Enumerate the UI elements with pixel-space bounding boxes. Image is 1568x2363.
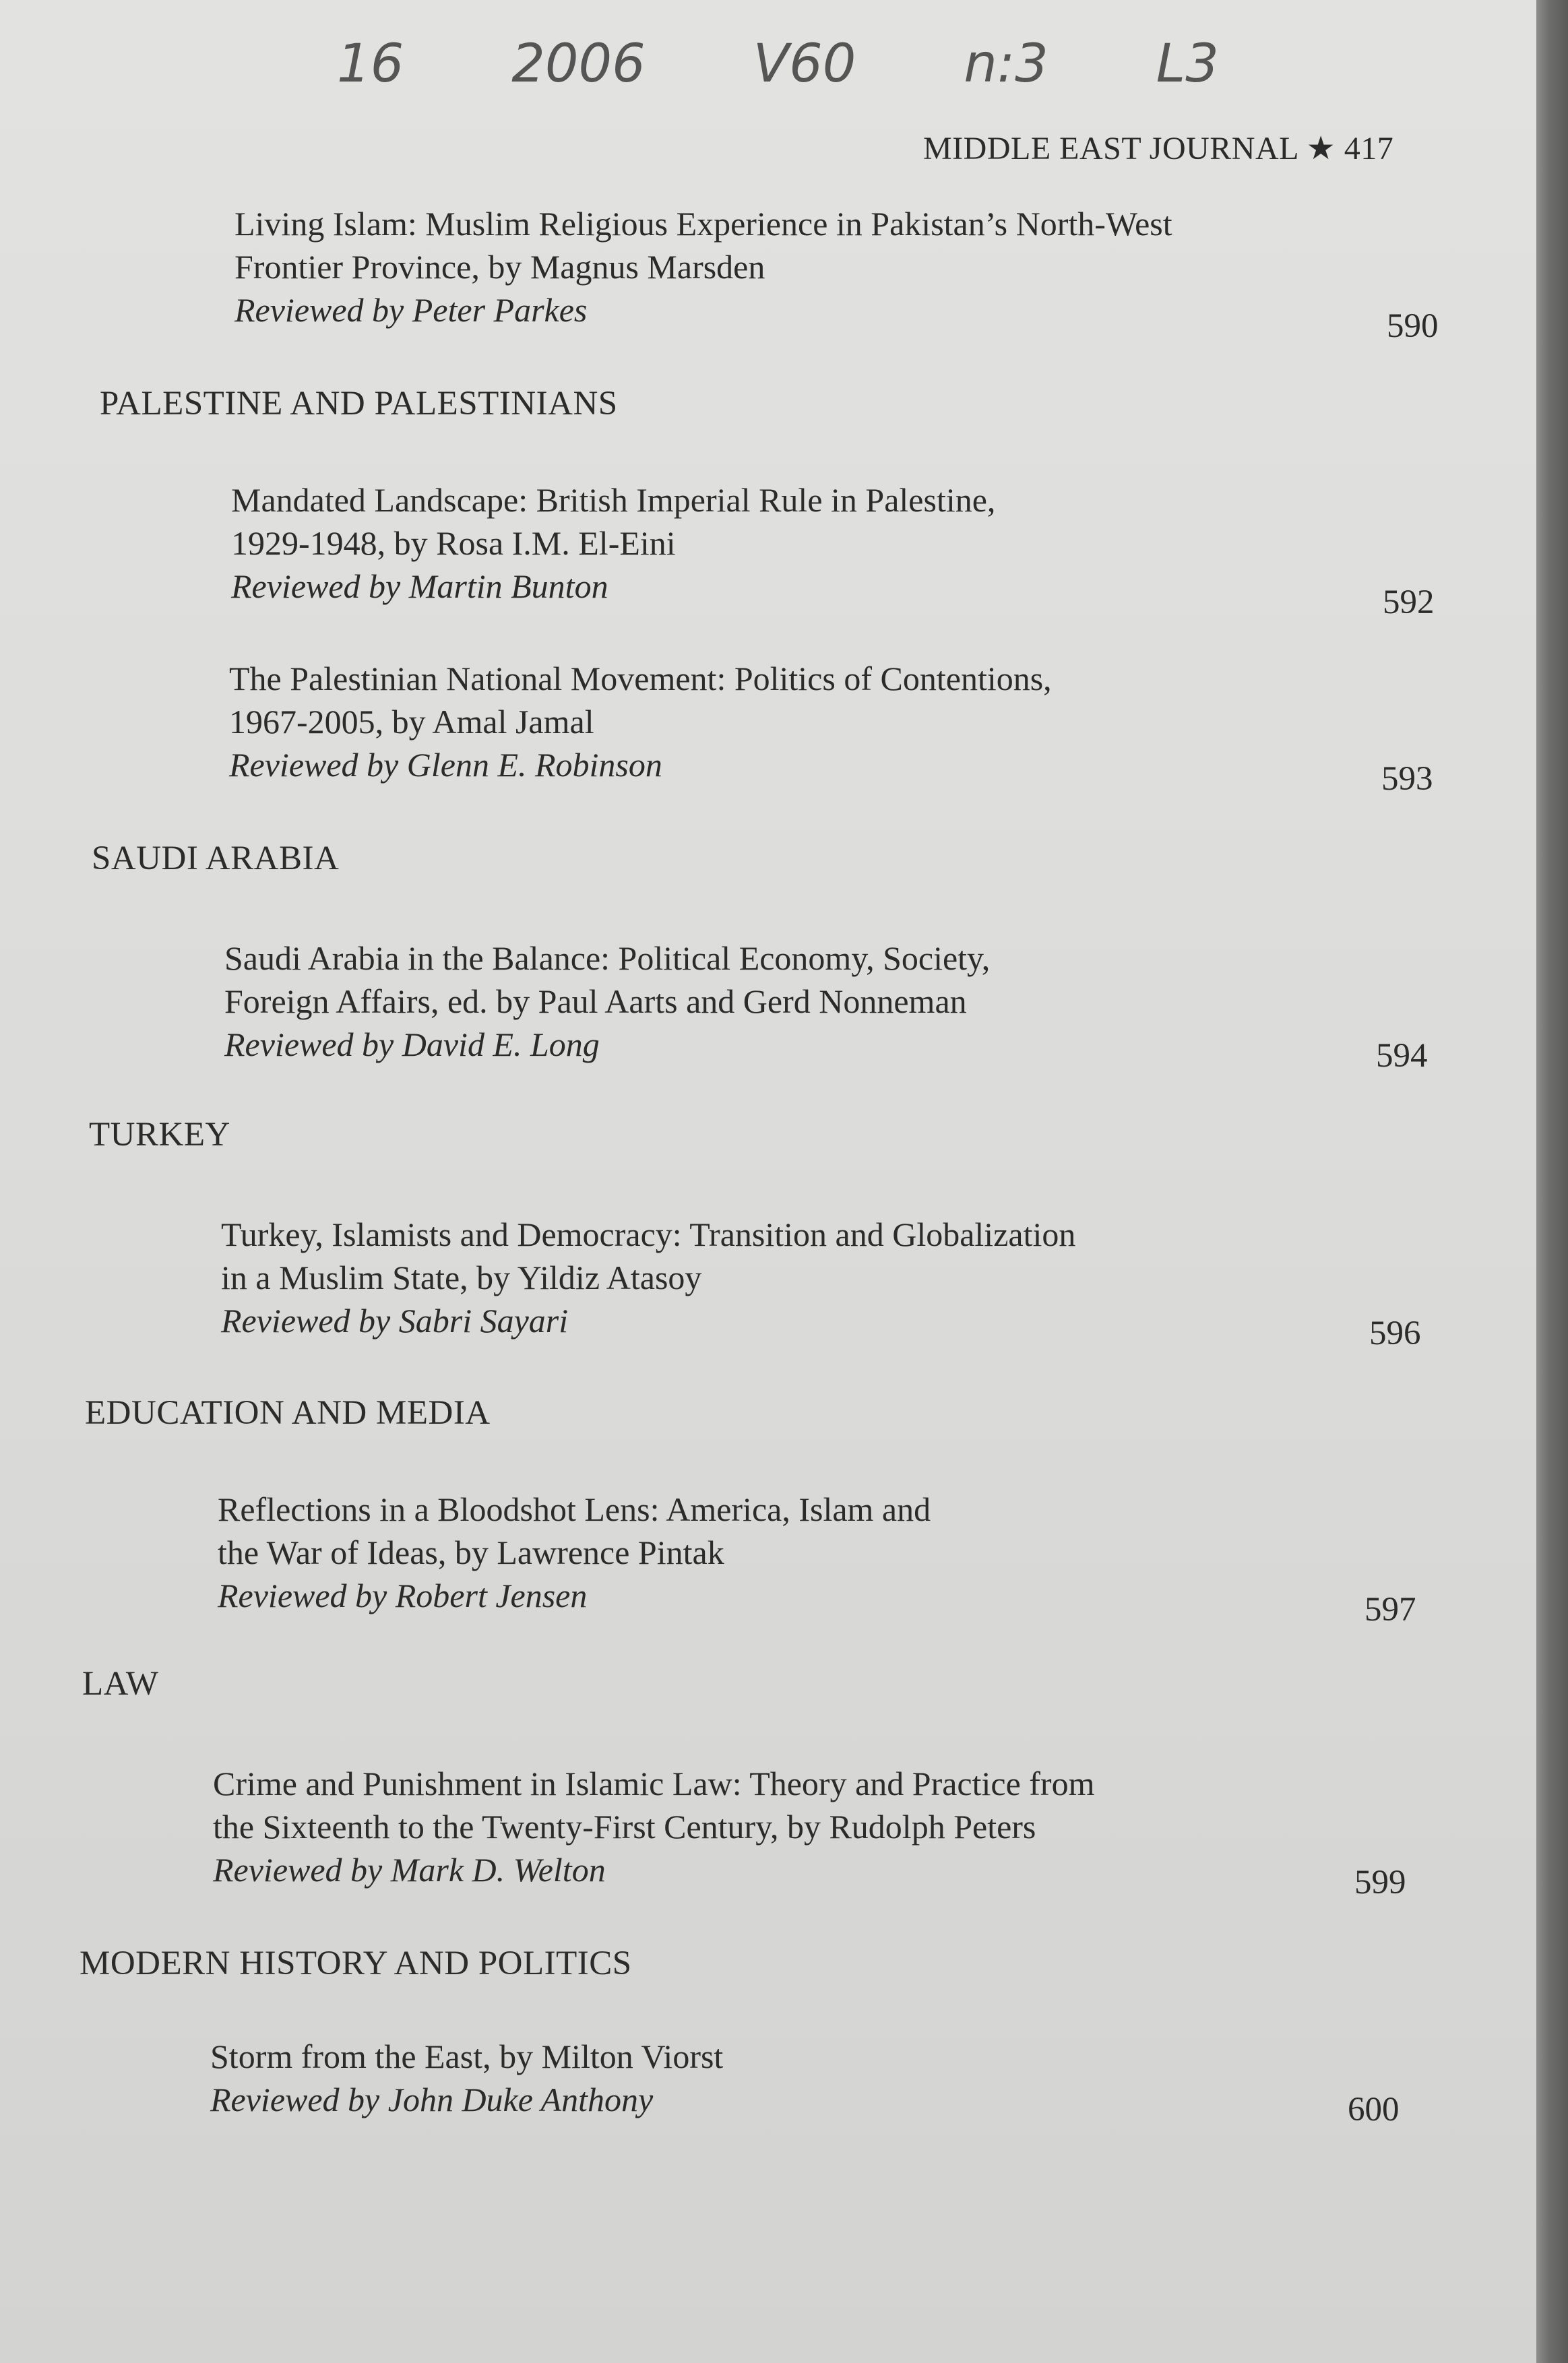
page-edge-shadow xyxy=(1536,0,1568,2363)
review-entry xyxy=(234,202,1172,332)
handwritten-mark: 2006 xyxy=(511,34,646,94)
header-page-number: 417 xyxy=(1344,131,1394,166)
book-title-line: Crime and Punishment in Islamic Law: Theory and Practice from xyxy=(213,1765,1095,1802)
review-entry xyxy=(224,937,990,1066)
book-title-line: Reflections in a Bloodshot Lens: America, Islam and xyxy=(218,1490,931,1528)
entry-page-number: 592 xyxy=(1383,584,1435,621)
entry-page-number: 594 xyxy=(1376,1037,1428,1075)
book-title-line: the War of Ideas, by Lawrence Pintak xyxy=(218,1534,724,1571)
section-heading: PALESTINE AND PALESTINIANS xyxy=(100,385,618,422)
section-heading: MODERN HISTORY AND POLITICS xyxy=(80,1945,632,1982)
book-title-line: in a Muslim State, by Yildiz Atasoy xyxy=(221,1259,702,1296)
book-title-line: Saudi Arabia in the Balance: Political Economy, Society, xyxy=(224,939,991,977)
review-entry xyxy=(229,657,1052,786)
review-entry xyxy=(210,2035,723,2121)
entry-page-number: 597 xyxy=(1365,1591,1416,1629)
running-header xyxy=(923,129,1393,167)
review-entry xyxy=(213,1762,1094,1891)
reviewer-line: Reviewed by Peter Parkes xyxy=(234,291,588,329)
entry-page-number: 599 xyxy=(1354,1864,1406,1901)
book-title-line: Turkey, Islamists and Democracy: Transition and Globalization xyxy=(221,1216,1076,1253)
book-title-line: Storm from the East, by Milton Viorst xyxy=(210,2038,724,2075)
section-heading: TURKEY xyxy=(89,1116,230,1154)
reviewer-line: Reviewed by Martin Bunton xyxy=(231,567,608,605)
entry-page-number: 590 xyxy=(1387,307,1439,345)
review-entry xyxy=(231,478,995,608)
handwritten-mark: n:3 xyxy=(964,34,1048,94)
reviewer-line: Reviewed by David E. Long xyxy=(224,1026,600,1063)
reviewer-line: Reviewed by Sabri Sayari xyxy=(221,1302,569,1340)
section-heading: LAW xyxy=(82,1665,159,1703)
book-title-line: The Palestinian National Movement: Politics of Contentions, xyxy=(229,660,1052,697)
book-title-line: Frontier Province, by Magnus Marsden xyxy=(234,248,765,286)
journal-title: MIDDLE EAST JOURNAL xyxy=(923,131,1298,166)
book-title-line: Mandated Landscape: British Imperial Rule in Palestine, xyxy=(231,481,996,519)
handwritten-mark: V60 xyxy=(753,34,856,94)
handwritten-catalog-note xyxy=(337,34,1327,94)
section-heading: EDUCATION AND MEDIA xyxy=(85,1394,491,1432)
book-title-line: 1967-2005, by Amal Jamal xyxy=(229,703,594,741)
entry-page-number: 596 xyxy=(1369,1315,1421,1352)
book-title-line: the Sixteenth to the Twenty-First Century, by Rudolph Peters xyxy=(213,1808,1036,1846)
handwritten-mark: L3 xyxy=(1156,34,1219,94)
reviewer-line: Reviewed by John Duke Anthony xyxy=(210,2081,654,2118)
entry-page-number: 593 xyxy=(1381,760,1433,798)
entry-page-number: 600 xyxy=(1348,2091,1400,2129)
star-icon: ★ xyxy=(1306,131,1336,166)
reviewer-line: Reviewed by Glenn E. Robinson xyxy=(229,746,662,784)
reviewer-line: Reviewed by Robert Jensen xyxy=(218,1577,588,1614)
book-title-line: 1929-1948, by Rosa I.M. El-Eini xyxy=(231,524,676,562)
section-heading: SAUDI ARABIA xyxy=(92,840,340,877)
handwritten-mark: 16 xyxy=(337,34,404,94)
book-title-line: Living Islam: Muslim Religious Experience in Pakistan’s North-West xyxy=(234,205,1172,243)
reviewer-line: Reviewed by Mark D. Welton xyxy=(213,1851,606,1889)
review-entry xyxy=(218,1488,931,1617)
book-title-line: Foreign Affairs, ed. by Paul Aarts and Gerd Nonneman xyxy=(224,982,967,1020)
review-entry xyxy=(221,1213,1075,1342)
